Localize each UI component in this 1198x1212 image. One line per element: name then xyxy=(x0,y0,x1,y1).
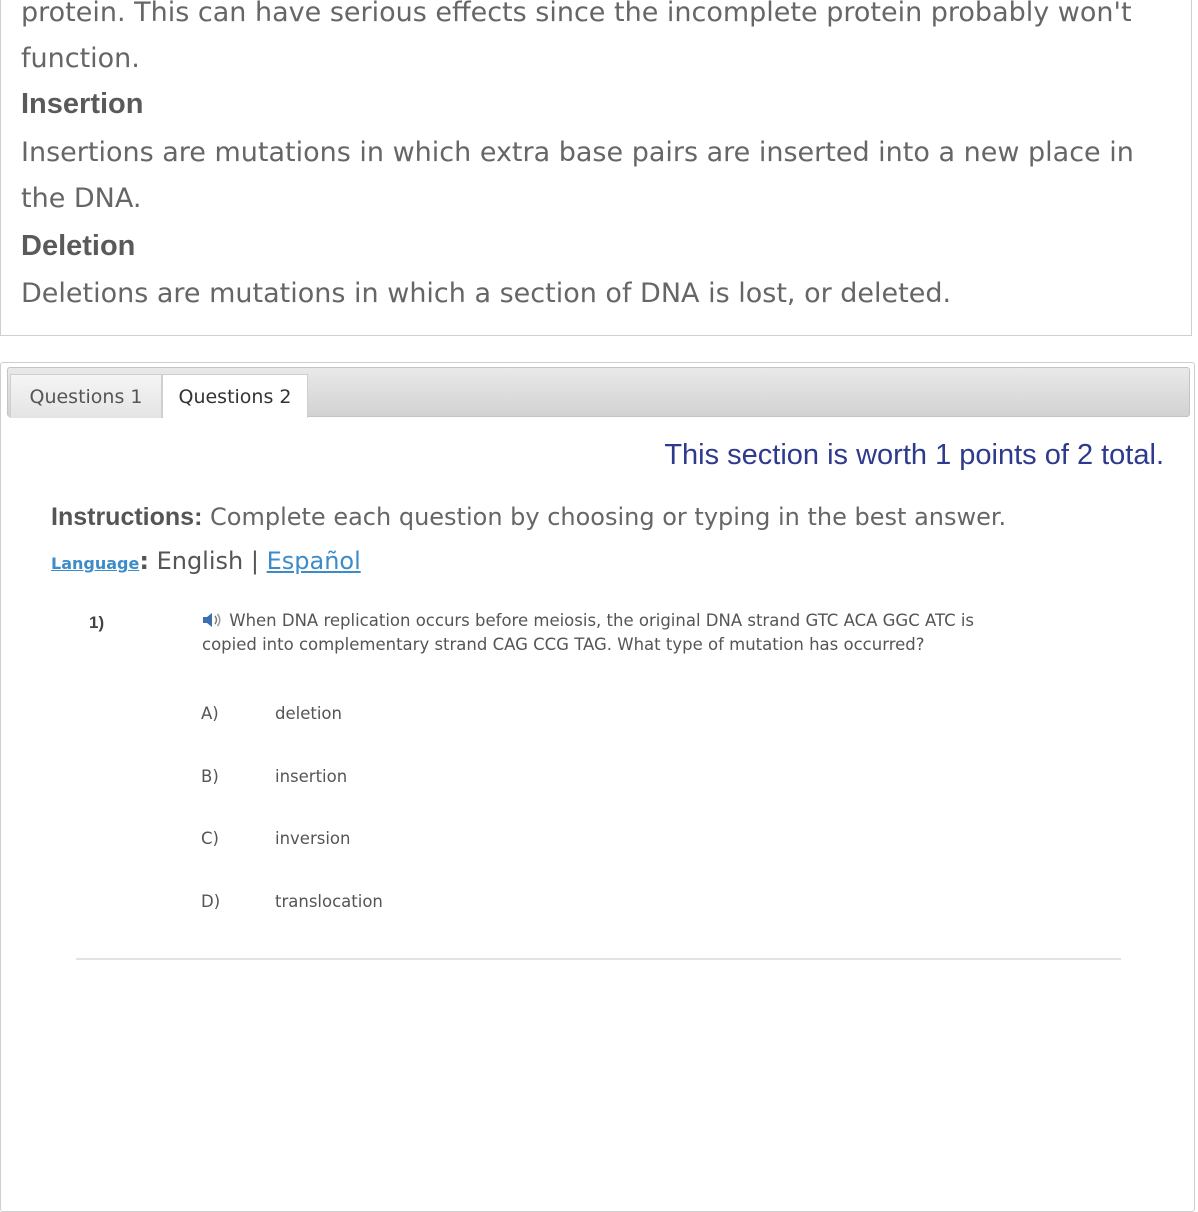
language-row xyxy=(51,547,361,575)
instructions-label: Instructions: xyxy=(51,503,203,531)
speaker-icon[interactable] xyxy=(202,612,224,628)
tab-bar xyxy=(7,367,1190,417)
insertion-text: Insertions are mutations in which extra base pairs are inserted into a new place in the DNA. xyxy=(21,137,1134,214)
tab-questions-2[interactable]: Questions 2 xyxy=(162,374,308,418)
question-number: 1) xyxy=(89,613,105,632)
answer-option-c[interactable] xyxy=(201,829,601,859)
language-espanol-link[interactable]: Español xyxy=(266,547,361,575)
instructions xyxy=(51,503,1006,532)
quiz-panel xyxy=(0,362,1195,1212)
language-colon: : xyxy=(139,547,149,575)
instructions-text: Complete each question by choosing or typing in the best answer. xyxy=(202,503,1007,531)
question-text-block xyxy=(202,609,1032,657)
deletion-heading: Deletion xyxy=(21,230,136,262)
option-text: deletion xyxy=(275,704,342,723)
insertion-heading: Insertion xyxy=(21,88,144,120)
option-text: translocation xyxy=(275,892,383,911)
reading-intro-text: protein. This can have serious effects since the incomplete protein probably won't function. xyxy=(21,0,1132,74)
answer-option-d[interactable] xyxy=(201,892,601,922)
option-letter: D) xyxy=(201,892,221,911)
section-worth-text: This section is worth 1 points of 2 total. xyxy=(664,439,1164,471)
reading-panel xyxy=(0,0,1192,336)
question-text: When DNA replication occurs before meiosis, the original DNA strand GTC ACA GGC ATC is copied into complementary strand CAG CCG TAG. What type of mutation has occurred? xyxy=(202,611,975,654)
option-text: inversion xyxy=(275,829,351,848)
language-link[interactable]: Language xyxy=(51,554,140,573)
answer-option-a[interactable] xyxy=(201,704,601,734)
deletion-text: Deletions are mutations in which a section of DNA is lost, or deleted. xyxy=(21,278,952,309)
language-english: English | xyxy=(148,547,267,575)
answer-option-b[interactable] xyxy=(201,767,601,797)
option-letter: A) xyxy=(201,704,219,723)
option-letter: C) xyxy=(201,829,219,848)
tab-questions-1[interactable]: Questions 1 xyxy=(10,374,162,418)
option-text: insertion xyxy=(275,767,348,786)
option-letter: B) xyxy=(201,767,219,786)
question-divider xyxy=(76,958,1121,960)
